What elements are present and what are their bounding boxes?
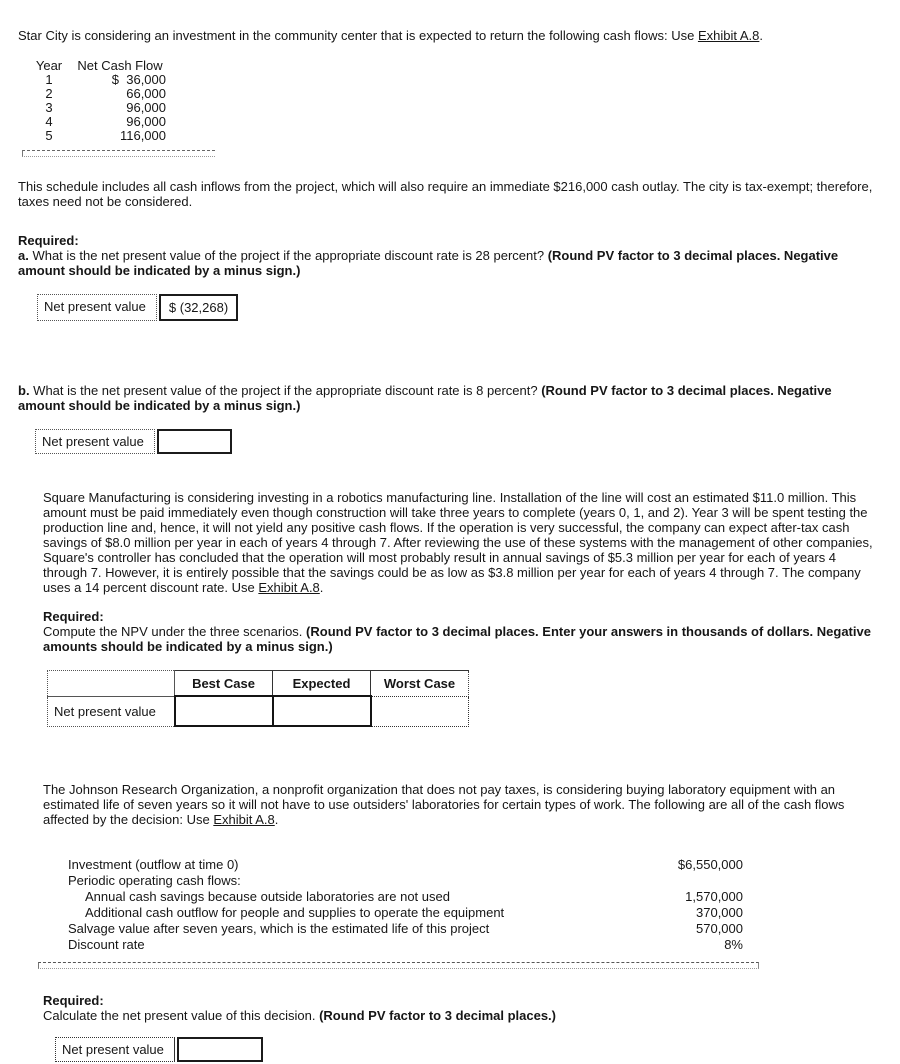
item-label: Additional cash outflow for people and supplies to operate the equipment (85, 905, 505, 920)
scenario-header-blank (48, 671, 175, 697)
item-value: 8% (724, 937, 743, 952)
exhibit-a8-link[interactable]: Exhibit A.8 (258, 580, 320, 595)
part-b-answer-box (35, 429, 232, 454)
item-label: Discount rate (68, 937, 145, 952)
scenario-header-expected: Expected (273, 671, 371, 697)
exhibit-a8-link[interactable]: Exhibit A.8 (213, 812, 275, 827)
part-a-instruction: (Round PV factor to 3 decimal places. Negative amount should be indicated by a minus sign.) (18, 248, 839, 278)
flow-cell: 96,000 (126, 100, 166, 115)
scenario-data-row (48, 696, 469, 726)
cash-flow-table (24, 59, 166, 143)
problem1-star-city (18, 28, 880, 454)
item-label: Periodic operating cash flows: (68, 873, 241, 888)
table-row (24, 115, 166, 129)
problem3-intro-suffix: . (274, 812, 279, 827)
column-header-year: Year (35, 58, 63, 73)
flow-cell: 66,000 (126, 86, 166, 101)
problem3-intro-text: The Johnson Research Organization, a nonprofit organization that does not pay taxes, is considering buying laboratory equipment with an estimated life of seven years so it will not have to use outsiders' laboratories for certain types of work. The following are all of the cash flows affected by the decision: Use (43, 782, 845, 827)
problem2-task-text: Compute the NPV under the three scenarios. (43, 624, 307, 639)
list-item (43, 937, 743, 953)
part-a-answer-box (37, 294, 238, 321)
part-a-question (18, 248, 876, 278)
part-b-question (18, 383, 876, 413)
table-row (24, 101, 166, 115)
item-label: Annual cash savings because outside laboratories are not used (85, 889, 450, 904)
part-b-instruction: (Round PV factor to 3 decimal places. Negative amount should be indicated by a minus sign.) (18, 383, 832, 413)
scenario-header-worst-case: Worst Case (371, 671, 469, 697)
year-cell: 4 (45, 114, 53, 129)
item-value: 1,570,000 (685, 889, 743, 904)
list-item (43, 889, 743, 905)
part-a-marker: a. (18, 248, 29, 263)
part-a-answer-field[interactable]: $ (32,268) (159, 294, 238, 321)
item-value: $6,550,000 (677, 857, 743, 872)
part-b-question-text: What is the net present value of the project if the appropriate discount rate is 8 percent? (29, 383, 542, 398)
answer-label: Net present value (35, 429, 155, 454)
problem3-answer-field[interactable] (177, 1037, 263, 1062)
problem3-instruction: (Round PV factor to 3 decimal places.) (319, 1008, 557, 1023)
problem1-intro-suffix: . (759, 28, 763, 43)
list-item (43, 905, 743, 921)
item-value: 570,000 (696, 921, 743, 936)
problem2-intro-text: Square Manufacturing is considering investing in a robotics manufacturing line. Installation of the line will cost an estimated $11.0 million. This amount must be paid immediately even though construction will take three years to complete (years 0, 1, and 2). Year 3 will be spent testing the production line and, hence, it will not yield any positive cash flows. If the operation is very successful, the company can expect after-tax cash savings of $8.0 million per year in each of years 4 through 7. After reviewing the use of these systems with the management of other companies, Square's controller has concluded that the operation will most probably result in annual savings of $5.3 million per year for each of years 4 through 7. However, it is entirely possible that the savings could be as low as $3.8 million per year for each of years 4 through 7. The company uses a 14 percent discount rate. Use (43, 490, 873, 595)
year-cell: 1 (45, 72, 53, 87)
table-row (24, 129, 166, 143)
scenario-header-best-case: Best Case (175, 671, 273, 697)
required-heading: Required: (18, 233, 79, 248)
row-label-net-present-value: Net present value (48, 696, 175, 726)
scenario-header-row (48, 671, 469, 697)
decision-cash-flows-list (43, 857, 743, 953)
table-row (24, 73, 166, 87)
problem3-answer-box (55, 1037, 263, 1062)
expected-answer-field[interactable] (273, 696, 371, 726)
required-heading: Required: (43, 993, 104, 1008)
problem3-task (43, 1008, 879, 1023)
problem2-square-manufacturing (43, 490, 880, 727)
year-cell: 5 (45, 128, 53, 143)
item-value (648, 873, 743, 889)
problem2-task (43, 624, 879, 654)
scan-artifact-line (22, 150, 215, 157)
year-cell: 3 (45, 100, 53, 115)
answer-label: Net present value (55, 1037, 175, 1062)
exhibit-a8-link[interactable]: Exhibit A.8 (697, 28, 760, 43)
required-heading: Required: (43, 609, 104, 624)
flow-cell: 116,000 (119, 128, 166, 143)
list-item (43, 921, 743, 937)
scenario-table (47, 670, 469, 727)
flow-cell: 96,000 (126, 114, 166, 129)
item-label: Investment (outflow at time 0) (68, 857, 239, 872)
problem2-intro (43, 490, 879, 595)
problem3-task-text: Calculate the net present value of this decision. (43, 1008, 320, 1023)
year-cell: 2 (45, 86, 53, 101)
problem1-intro-text: Star City is considering an investment in the community center that is expected to return the following cash flows: Use (18, 28, 698, 43)
list-item (43, 873, 743, 889)
item-value: 370,000 (696, 905, 743, 920)
list-item (43, 857, 743, 873)
answer-label: Net present value (37, 294, 157, 321)
part-b-marker: b. (18, 383, 30, 398)
problem3-intro (43, 782, 879, 827)
problem1-intro (18, 28, 880, 43)
problem2-instruction: (Round PV factor to 3 decimal places. Enter your answers in thousands of dollars. Negative amounts should be indicated by a minus sign.) (43, 624, 871, 654)
worst-case-answer-field[interactable] (371, 696, 469, 726)
flow-cell: $ 36,000 (111, 72, 166, 87)
problem3-johnson-research (43, 782, 880, 1062)
item-label: Salvage value after seven years, which is the estimated life of this project (68, 921, 490, 936)
best-case-answer-field[interactable] (175, 696, 273, 726)
column-header-net-cash-flow: Net Cash Flow (77, 58, 163, 73)
problem2-intro-suffix: . (319, 580, 324, 595)
part-a-question-text: What is the net present value of the project if the appropriate discount rate is 28 percent? (28, 248, 548, 263)
part-b-answer-field[interactable] (157, 429, 232, 454)
scan-artifact-line (38, 962, 759, 969)
problem1-note: This schedule includes all cash inflows from the project, which will also require an immediate $216,000 cash outlay. The city is tax-exempt; therefore, taxes need not be considered. (18, 179, 873, 209)
table-row (24, 87, 166, 101)
